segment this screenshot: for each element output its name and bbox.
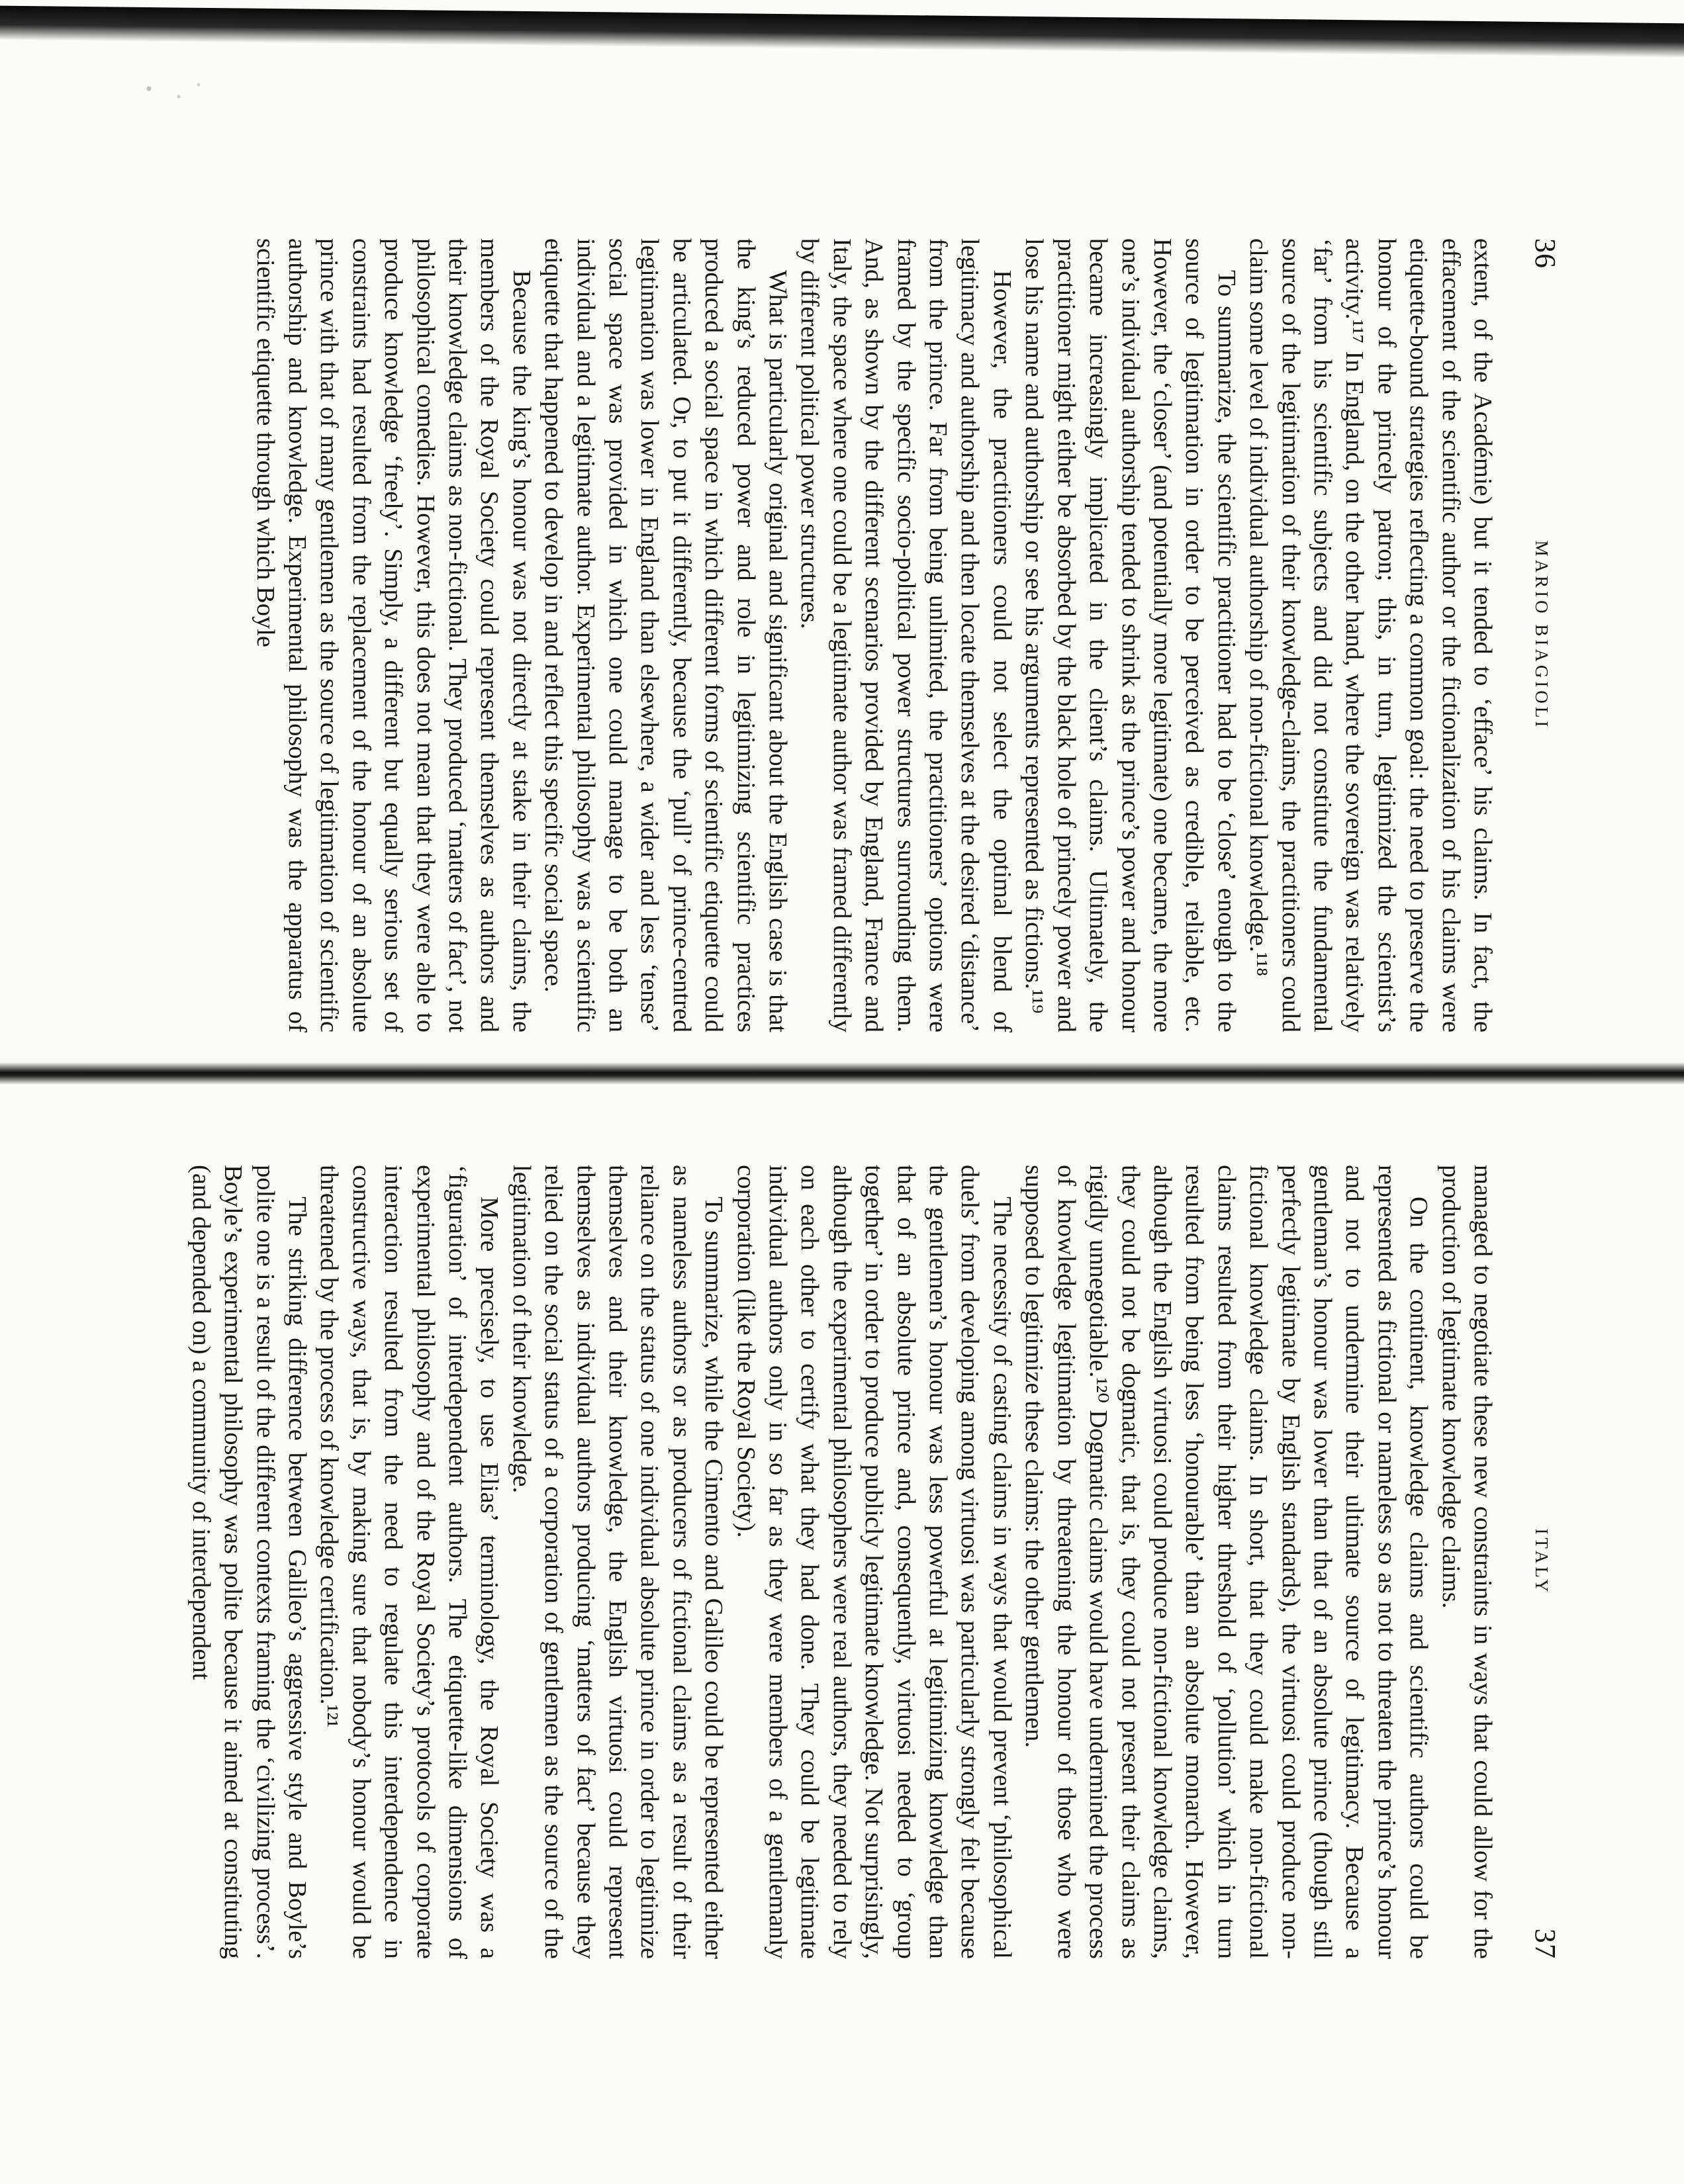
page-header <box>1515 238 1561 1032</box>
scan-shadow-top <box>0 6 1684 58</box>
paragraph: The striking difference between Galileo’s aggressive style and Boyle’s polite one is a result of the different contexts framing the ‘civilizing process’. Boyle’s experimental philosophy was polite because it aimed at constituting (and depended on) a community of interdependent <box>187 1165 311 1959</box>
paragraph: The necessity of casting claims in ways that would prevent ‘philosophical duels’ from developing among virtuosi was particularly strongly felt because the gentlemen’s honour was less powerful at legitimizing knowledge than that of an absolute prince and, consequently, virtuosi needed to ‘group together’ in order to produce publicly legitimate knowledge. Not surprisingly, although the experimental philosophers were real authors, they needed to rely on each other to certify what they had done. They could be legitimate individual authors only in so far as they were members of a gentlemanly corporation (like the Royal Society). <box>731 1165 1016 1959</box>
page-header <box>1515 1165 1561 1959</box>
paragraph: Because the king’s honour was not directly at stake in their claims, the members of the Royal Society could represent themselves as authors and their knowledge claims as non-fictional. They produced ‘matters of fact’, not philosophical comedies. However, this does not mean that they were able to produce knowledge ‘freely’. Simply, a different but equally serious set of constraints had resulted from the replacement of the honour of an absolute prince with that of many gentlemen as the source of legitimation of scientific authorship and knowledge. Experimental philosophy was the apparatus of scientific etiquette through which Boyle <box>251 238 536 1032</box>
right-page <box>158 1165 1561 1959</box>
left-page <box>158 238 1561 1032</box>
paragraph: On the continent, knowledge claims and scientific authors could be represented as fictional or nameless so as not to threaten the prince’s honour and not to undermine their ultimate source of legitimacy. Because a gentleman’s honour was lower than that of an absolute prince (though still perfectly legitimate by English standards), the virtuosi could produce non-fictional knowledge claims. In short, that they could make non-fictional claims resulted from their higher threshold of ‘pollution’ which in turn resulted from being less ‘honourable’ than an absolute monarch. However, although the English virtuosi could produce non-fictional knowledge claims, they could not be dogmatic, that is, they could not present their claims as rigidly unnegotiable.¹²⁰ Dogmatic claims would have undermined the process of knowledge legitimation by threatening the honour of those who were supposed to legitimize these claims: the other gentlemen. <box>1020 1165 1433 1959</box>
page-number: 37 <box>1529 1928 1562 1959</box>
paragraph: managed to negotiate these new constraints in ways that could allow for the production of legitimate knowledge claims. <box>1436 1165 1497 1959</box>
paragraph: However, the practitioners could not select the optimal blend of legitimacy and authorship and then locate themselves at the desired ‘distance’ from the prince. Far from being unlimited, the practitioners’ options were framed by the specific socio-political power structures surrounding them. And, as shown by the different scenarios provided by England, France and Italy, the space where one could be a legitimate author was framed differently by different political power structures. <box>796 238 1016 1032</box>
scan-noise <box>119 73 218 113</box>
running-head: ITALY <box>1532 1528 1552 1596</box>
paragraph: More precisely, to use Elias’ terminology, the Royal Society was a ‘figuration’ of interdependent authors. The etiquette-like dimensions of experimental philosophy and of the Royal Society’s protocols of corporate interaction resulted from the need to regulate this interdependence in constructive ways, that is, by making sure that nobody’s honour would be threatened by the process of knowledge certification.¹²¹ <box>315 1165 504 1959</box>
paragraph: extent, of the Académie) but it tended to ‘efface’ his claims. In fact, the effacement of the scientific author or the fictionalization of his claims were etiquette-bound strategies reflecting a common goal: the need to preserve the honour of the princely patron; this, in turn, legitimized the scientist’s activity.¹¹⁷ In England, on the other hand, where the sovereign was relatively ‘far’ from his scientific subjects and did not constitute the fundamental source of the legitimation of their knowledge-claims, the practitioners could claim some level of individual authorship of non-fictional knowledge.¹¹⁸ <box>1244 238 1497 1032</box>
book-gutter <box>0 1062 1684 1085</box>
page-number: 36 <box>1529 238 1562 269</box>
paragraph: To summarize, the scientific practitioner had to be ‘close’ enough to the source of legitimation in order to be perceived as credible, reliable, etc. However, the ‘closer’ (and potentially more legitimate) one became, the more one’s individual authorship tended to shrink as the prince’s power and honour became increasingly implicated in the client’s claims. Ultimately, the practitioner might either be absorbed by the black hole of princely power and lose his name and authorship or see his arguments represented as fictions.¹¹⁹ <box>1020 238 1240 1032</box>
paragraph: What is particularly original and significant about the English case is that the king’s reduced power and role in legitimizing scientific practices produced a social space in which different forms of scientific etiquette could be articulated. Or, to put it differently, because the ‘pull’ of prince-centred legitimation was lower in England than elsewhere, a wider and less ‘tense’ social space was provided in which one could manage to be both an individual and a legitimate author. Experimental philosophy was a scientific etiquette that happened to develop in and reflect this specific social space. <box>539 238 792 1032</box>
running-head: MARIO BIAGIOLI <box>1532 540 1552 731</box>
paragraph: To summarize, while the Cimento and Galileo could be represented either as nameless authors or as producers of fictional claims as a result of their reliance on the status of one individual absolute prince in order to legitimize themselves and their knowledge, the English virtuosi could represent themselves as individual authors producing ‘matters of fact’ because they relied on the social status of a corporation of gentlemen as the source of the legitimation of their knowledge. <box>507 1165 728 1959</box>
